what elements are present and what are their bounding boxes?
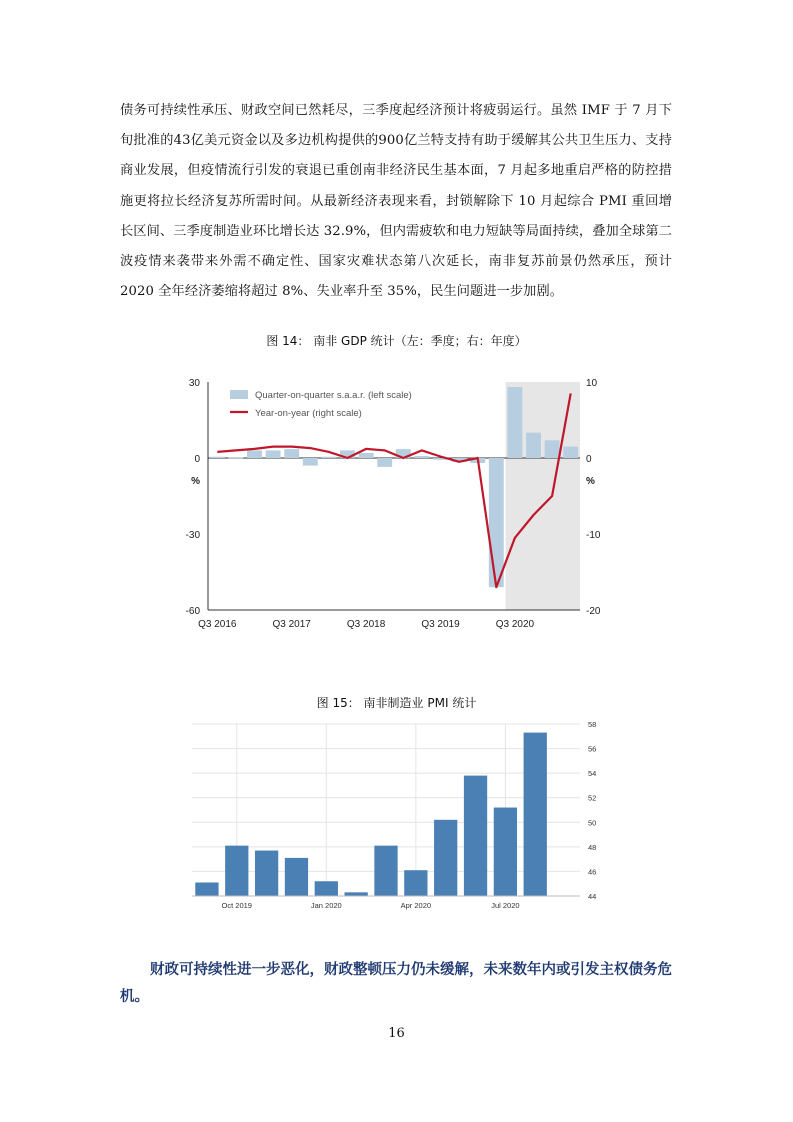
x-tick-label: Q3 2017	[272, 619, 311, 630]
pmi-bar	[434, 820, 457, 896]
pmi-bar	[315, 881, 338, 896]
x-tick-label: Q3 2020	[495, 619, 535, 630]
y-tick-label: 50	[588, 818, 597, 828]
legend-label-qoq: Quarter-on-quarter s.a.a.r. (left scale)	[255, 390, 412, 401]
qoq-bar	[321, 457, 336, 458]
x-tick-label: Oct 2019	[221, 901, 252, 910]
pmi-bar	[345, 892, 368, 896]
right-tick-label: -20	[586, 606, 601, 617]
x-tick-label: Q3 2018	[346, 619, 386, 630]
right-tick-label: -10	[586, 530, 601, 541]
left-axis-unit: %	[191, 476, 200, 487]
figure-14-caption: 图 14： 南非 GDP 统计（左：季度；右：年度）	[266, 334, 527, 348]
right-tick-label: 0	[586, 454, 592, 465]
x-tick-label: Jan 2020	[310, 901, 342, 910]
y-tick-label: 54	[588, 769, 597, 779]
qoq-bar	[414, 456, 429, 458]
x-tick-label: Q3 2016	[198, 619, 237, 630]
y-tick-label: 44	[588, 892, 597, 901]
qoq-bar	[247, 450, 262, 458]
qoq-bar	[284, 449, 299, 458]
pmi-bar	[494, 808, 517, 896]
right-tick-label: 10	[586, 378, 598, 389]
qoq-bar	[359, 453, 374, 458]
x-tick-label: Q3 2019	[421, 619, 460, 630]
x-tick-label: Jul 2020	[491, 901, 520, 910]
y-tick-label: 52	[588, 793, 597, 803]
qoq-bar	[526, 433, 541, 458]
x-tick-label: Apr 2020	[400, 901, 432, 910]
gdp-chart-svg	[185, 372, 608, 637]
qoq-bar	[210, 457, 225, 458]
body-paragraph: 债务可持续性承压、财政空间已然耗尽，三季度起经济预计将疲弱运行。虽然 IMF 于 7 月下旬批准的43亿美元资金以及多边机构提供的900亿兰特支持有助于缓解其公共卫生压力、支持商业发展，但疫情流行引发的衰退已重创南非经济民生基本面，7 月起多地重启严格的防控措施更将拉长经济复苏所需时间。从最新经济表现来看，封锁解除下 10 月起综合 PMI 重回增长区间、三季度制造业环比增长达 32.9%，但内需疲软和电力短缺等局面持续，叠加全球第二波疫情来袭带来外需不确定性、国家灾难状态第八次延长，南非复苏前景仍然承压，预计 2020 全年经济萎缩将超过 8%、失业率升至 35%，民生问题进一步加剧。	[120, 103, 672, 300]
pmi-bar	[285, 858, 308, 896]
pmi-bar	[524, 733, 547, 896]
legend-label-yoy: Year-on-year (right scale)	[255, 408, 362, 419]
y-tick-label: 46	[588, 867, 597, 877]
qoq-bar	[266, 450, 281, 458]
pmi-bar	[374, 846, 397, 896]
legend-swatch-bar	[230, 390, 248, 399]
pmi-bar	[255, 851, 278, 896]
qoq-bar	[507, 387, 522, 458]
pmi-chart-svg	[186, 716, 616, 916]
left-tick-label: -60	[185, 606, 200, 617]
left-tick-label: 30	[188, 378, 200, 389]
pmi-bar	[225, 846, 248, 896]
qoq-bar	[303, 458, 318, 466]
gdp-chart	[185, 372, 608, 637]
y-tick-label: 48	[588, 842, 597, 852]
y-tick-label: 56	[588, 744, 597, 754]
right-axis-unit: %	[586, 476, 595, 487]
left-tick-label: 0	[194, 454, 200, 465]
pmi-chart	[186, 716, 616, 916]
pmi-bar	[404, 870, 427, 896]
qoq-bar	[489, 458, 504, 587]
y-tick-label: 58	[588, 720, 597, 729]
left-tick-label: -30	[185, 530, 200, 541]
page-number: 16	[388, 1026, 405, 1041]
pmi-bar	[195, 882, 218, 896]
qoq-bar	[563, 447, 578, 458]
figure-15-caption: 图 15： 南非制造业 PMI 统计	[316, 696, 477, 710]
qoq-bar	[545, 440, 560, 458]
conclusion-paragraph: 财政可持续性进一步恶化，财政整顿压力仍未缓解，未来数年内或引发主权债务危机。	[120, 962, 672, 1005]
qoq-bar	[228, 457, 243, 458]
pmi-bar	[464, 776, 487, 896]
qoq-bar	[377, 458, 392, 467]
